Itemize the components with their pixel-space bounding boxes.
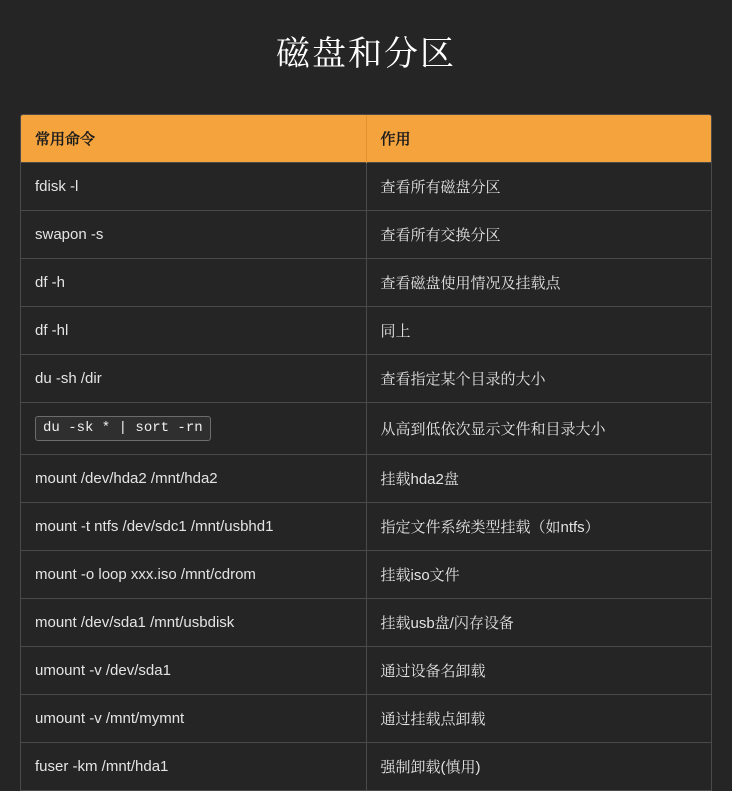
description-cell: 查看所有交换分区 [366, 211, 711, 259]
page-title: 磁盘和分区 [276, 35, 456, 73]
column-header-command: 常用命令 [21, 115, 366, 163]
command-cell: df -h [21, 259, 366, 307]
table-row [21, 455, 711, 503]
description-cell: 查看指定某个目录的大小 [366, 355, 711, 403]
table-header [21, 115, 711, 163]
table-body [21, 163, 711, 790]
table-row [21, 599, 711, 647]
table-row [21, 307, 711, 355]
table-row [21, 259, 711, 307]
command-cell: fdisk -l [21, 163, 366, 211]
table-row [21, 695, 711, 743]
commands-table [21, 115, 711, 790]
column-header-description: 作用 [366, 115, 711, 163]
description-cell: 挂载usb盘/闪存设备 [366, 599, 711, 647]
description-cell: 同上 [366, 307, 711, 355]
command-cell: swapon -s [21, 211, 366, 259]
table-row [21, 355, 711, 403]
table-row [21, 647, 711, 695]
command-cell: umount -v /mnt/mymnt [21, 695, 366, 743]
table-row [21, 163, 711, 211]
command-cell: umount -v /dev/sda1 [21, 647, 366, 695]
command-cell: mount /dev/hda2 /mnt/hda2 [21, 455, 366, 503]
description-cell: 强制卸载(慎用) [366, 743, 711, 791]
table-row [21, 403, 711, 455]
table-row [21, 551, 711, 599]
description-cell: 查看磁盘使用情况及挂载点 [366, 259, 711, 307]
command-cell: mount -t ntfs /dev/sdc1 /mnt/usbhd1 [21, 503, 366, 551]
table-header-row [21, 115, 711, 163]
description-cell: 查看所有磁盘分区 [366, 163, 711, 211]
command-code-chip: du -sk * | sort -rn [35, 416, 211, 441]
command-cell [21, 403, 366, 455]
table-row [21, 503, 711, 551]
command-cell: mount /dev/sda1 /mnt/usbdisk [21, 599, 366, 647]
description-cell: 挂载iso文件 [366, 551, 711, 599]
description-cell: 挂载hda2盘 [366, 455, 711, 503]
table-row [21, 743, 711, 791]
table-row [21, 211, 711, 259]
description-cell: 通过设备名卸载 [366, 647, 711, 695]
description-cell: 指定文件系统类型挂载（如ntfs） [366, 503, 711, 551]
description-cell: 从高到低依次显示文件和目录大小 [366, 403, 711, 455]
commands-table-container [20, 114, 712, 791]
command-cell: fuser -km /mnt/hda1 [21, 743, 366, 791]
command-cell: du -sh /dir [21, 355, 366, 403]
command-cell: mount -o loop xxx.iso /mnt/cdrom [21, 551, 366, 599]
description-cell: 通过挂载点卸载 [366, 695, 711, 743]
command-cell: df -hl [21, 307, 366, 355]
